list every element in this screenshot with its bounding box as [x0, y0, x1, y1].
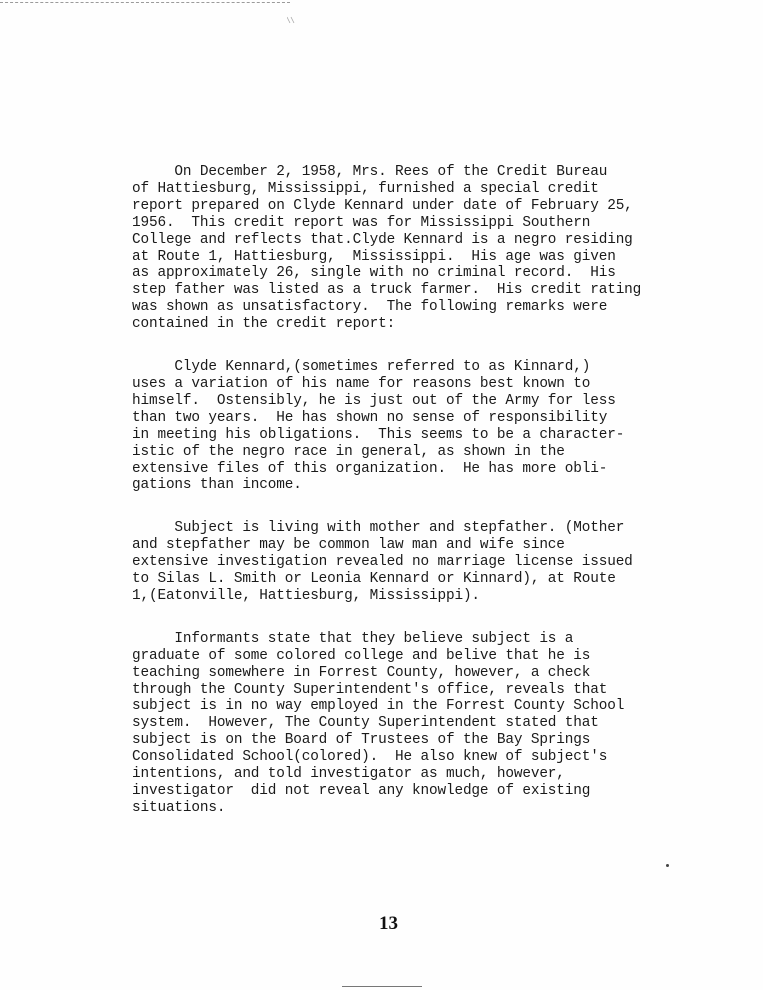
text-line: teaching somewhere in Forrest County, however, a check	[132, 664, 591, 681]
text-line: through the County Superintendent's office, reveals that	[132, 681, 608, 698]
text-line: at Route 1, Hattiesburg, Mississippi. His age was given	[132, 248, 616, 265]
text-line: extensive investigation revealed no marriage license issued	[132, 554, 633, 571]
text-line: uses a variation of his name for reasons best known to	[132, 375, 591, 392]
text-line: of Hattiesburg, Mississippi, furnished a special credit	[132, 180, 599, 197]
text-line: Informants state that they believe subject is a	[132, 630, 574, 647]
paragraph-informants	[132, 631, 677, 817]
scan-dot	[666, 864, 669, 867]
text-line: as approximately 26, single with no criminal record. His	[132, 265, 616, 282]
text-line: subject is on the Board of Trustees of the Bay Springs	[132, 732, 591, 749]
text-line: step father was listed as a truck farmer. His credit rating	[132, 282, 642, 299]
text-line: extensive files of this organization. He has more obli-	[132, 460, 608, 477]
text-line: than two years. He has shown no sense of responsibility	[132, 409, 608, 426]
scan-speck-marks	[287, 16, 295, 24]
document-body	[132, 164, 677, 843]
text-line: contained in the credit report:	[132, 316, 396, 333]
text-line: College and reflects that.Clyde Kennard is a negro residing	[132, 231, 633, 248]
text-line: intentions, and told investigator as much, however,	[132, 766, 565, 783]
top-dashed-rule	[0, 2, 290, 3]
text-line: system. However, The County Superintendent stated that	[132, 715, 599, 732]
text-line: was shown as unsatisfactory. The following remarks were	[132, 299, 608, 316]
paragraph-living-situation	[132, 520, 677, 605]
bottom-rule	[342, 986, 422, 987]
paragraph-credit-remarks	[132, 359, 677, 494]
text-line: 1,(Eatonville, Hattiesburg, Mississippi).	[132, 587, 480, 604]
paragraph-credit-bureau	[132, 164, 677, 333]
text-line: On December 2, 1958, Mrs. Rees of the Credit Bureau	[132, 164, 608, 180]
text-line: Subject is living with mother and stepfather. (Mother	[132, 520, 625, 537]
text-line: Clyde Kennard,(sometimes referred to as Kinnard,)	[132, 359, 591, 376]
text-line: and stepfather may be common law man and wife since	[132, 537, 565, 554]
text-line: to Silas L. Smith or Leonia Kennard or Kinnard), at Route	[132, 571, 616, 588]
text-line: himself. Ostensibly, he is just out of the Army for less	[132, 392, 616, 409]
text-line: graduate of some colored college and belive that he is	[132, 647, 591, 664]
text-line: report prepared on Clyde Kennard under date of February 25,	[132, 197, 633, 214]
text-line: in meeting his obligations. This seems to be a character-	[132, 426, 625, 443]
text-line: investigator did not reveal any knowledge of existing	[132, 783, 591, 799]
text-line: gations than income.	[132, 477, 302, 494]
text-line: 1956. This credit report was for Mississippi Southern	[132, 214, 591, 231]
text-line: istic of the negro race in general, as shown in the	[132, 443, 565, 460]
page-number: 13	[379, 913, 398, 934]
text-line: subject is in no way employed in the Forrest County School	[132, 698, 625, 715]
text-line: Consolidated School(colored). He also knew of subject's	[132, 749, 608, 766]
text-line: situations.	[132, 799, 226, 816]
